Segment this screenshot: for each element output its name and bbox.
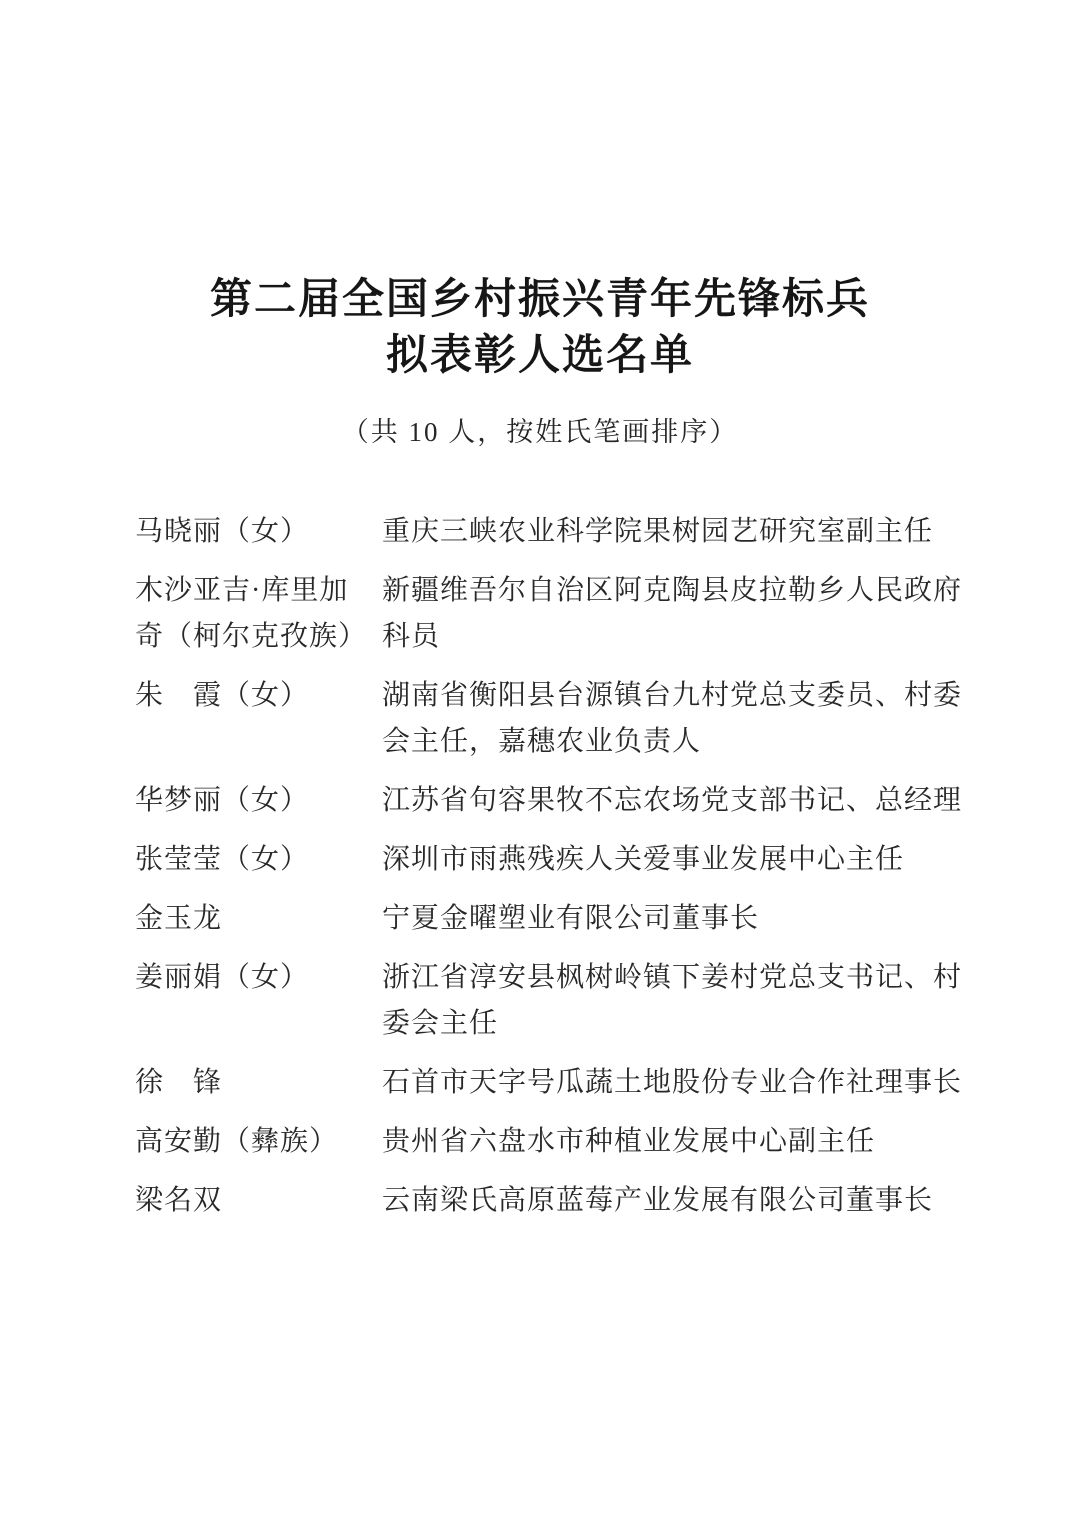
list-item (135, 673, 980, 765)
subtitle-note: （共 10 人，按姓氏笔画排序） (341, 417, 739, 448)
page-title (0, 28, 1080, 384)
list-item (135, 568, 980, 660)
candidate-position: 石首市天字号瓜蔬土地股份专业合作社理事长 (382, 1067, 963, 1099)
list-item (135, 837, 980, 883)
candidate-name: 金玉龙 (135, 903, 223, 935)
candidate-position: 深圳市雨燕残疾人关爱事业发展中心主任 (382, 844, 905, 876)
title-line-1: 第二届全国乡村振兴青年先锋标兵 (209, 277, 870, 324)
candidate-position: 湖南省衡阳县台源镇台九村党总支委员、村委会主任，嘉穗农业负责人 (382, 680, 963, 758)
candidate-name: 华梦丽（女） (135, 785, 310, 817)
candidate-name: 姜丽娟（女） (135, 962, 310, 994)
candidate-position: 浙江省淳安县枫树岭镇下姜村党总支书记、村委会主任 (382, 962, 963, 1040)
list-item (135, 509, 980, 555)
candidate-name: 朱 霞（女） (135, 680, 310, 712)
candidate-position: 宁夏金曜塑业有限公司董事长 (382, 903, 760, 935)
list-item (135, 1178, 980, 1224)
list-item (135, 1119, 980, 1165)
candidate-name: 徐 锋 (135, 1067, 223, 1099)
candidate-name: 梁名双 (135, 1185, 223, 1217)
candidate-position: 新疆维吾尔自治区阿克陶县皮拉勒乡人民政府科员 (382, 575, 963, 653)
candidate-position: 江苏省句容果牧不忘农场党支部书记、总经理 (382, 785, 963, 817)
candidate-name: 高安勤（彝族） (135, 1126, 339, 1158)
candidate-position: 重庆三峡农业科学院果树园艺研究室副主任 (382, 516, 934, 548)
title-line-2: 拟表彰人选名单 (385, 333, 694, 380)
candidate-position: 贵州省六盘水市种植业发展中心副主任 (382, 1126, 876, 1158)
list-item (135, 896, 980, 942)
list-item (135, 778, 980, 824)
candidate-position: 云南梁氏高原蓝莓产业发展有限公司董事长 (382, 1185, 934, 1217)
candidate-list (135, 509, 980, 1224)
candidate-name: 张莹莹（女） (135, 844, 310, 876)
list-item (135, 1060, 980, 1106)
list-item (135, 955, 980, 1047)
candidate-name: 马晓丽（女） (135, 516, 310, 548)
candidate-name: 木沙亚吉·库里加奇（柯尔克孜族） (135, 575, 368, 653)
